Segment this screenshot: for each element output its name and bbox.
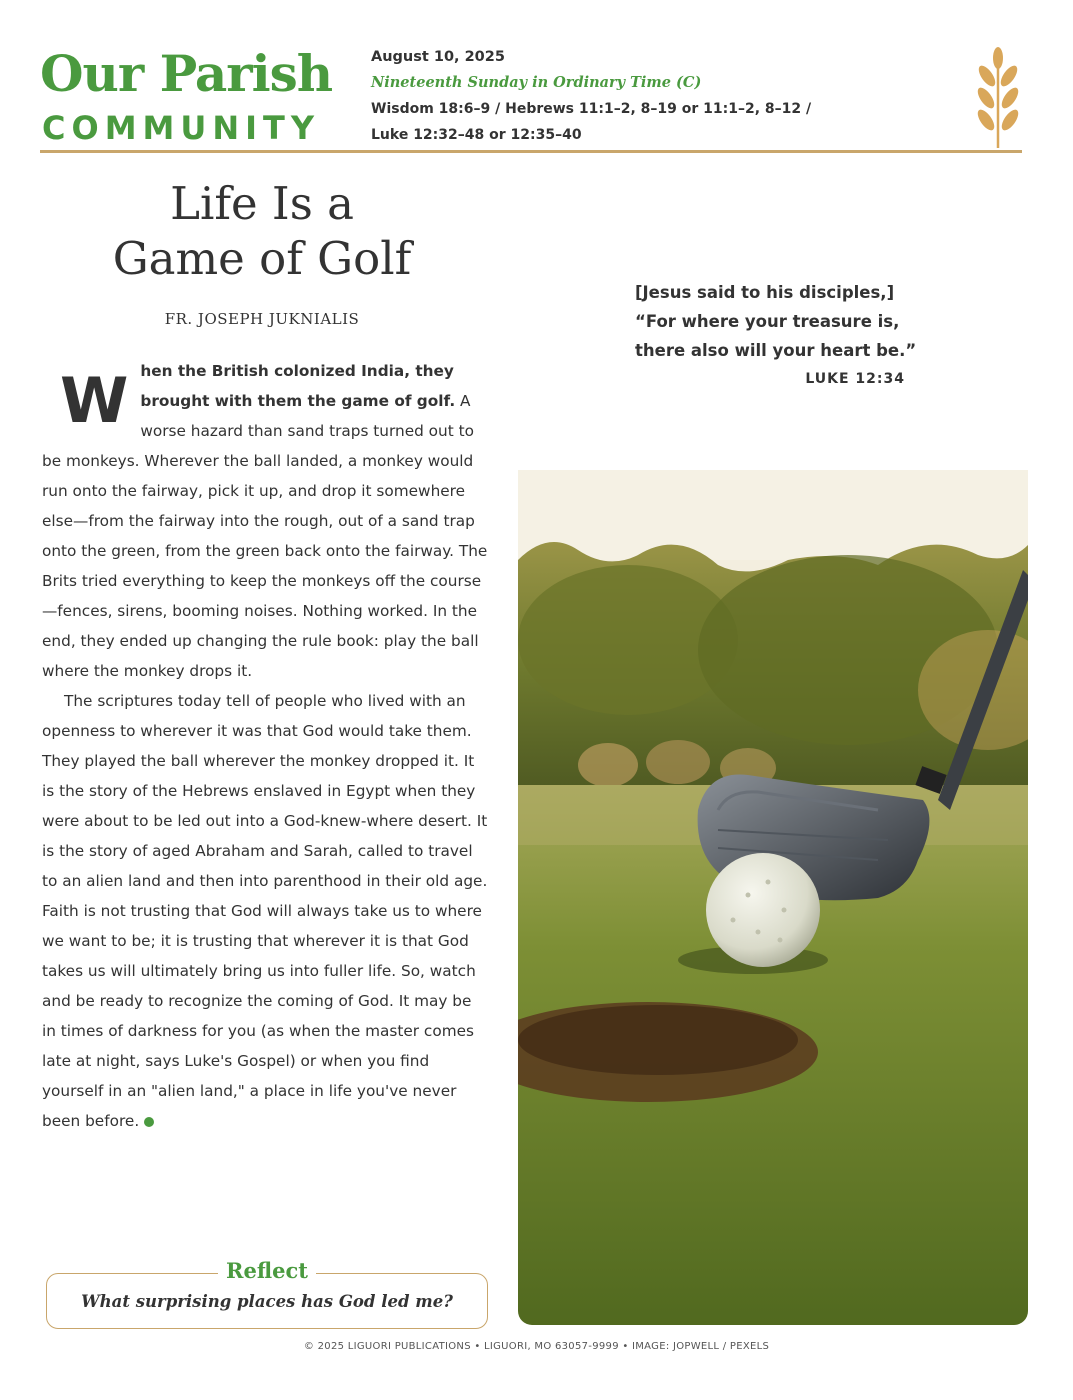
header-rule (40, 150, 1022, 153)
byline: FR. JOSEPH JUKNIALIS (164, 310, 360, 328)
quote-reference: LUKE 12:34 (805, 371, 905, 387)
article-title-line-2: Game of Golf (112, 232, 412, 285)
article-paragraph-2 (42, 686, 488, 1136)
quote-line-3: there also will your heart be.” (635, 341, 917, 360)
masthead-subtitle: COMMUNITY (42, 109, 321, 147)
issue-info (371, 44, 931, 148)
reflect-question: What surprising places has God led me? (81, 1292, 453, 1311)
wheat-icon (968, 44, 1028, 150)
quote-line-2: “For where your treasure is, (635, 312, 900, 331)
article-title (42, 176, 482, 286)
reflect-label: Reflect (218, 1258, 316, 1283)
reflect-box (46, 1258, 488, 1329)
liturgical-sunday: Nineteenth Sunday in Ordinary Time (C) (371, 74, 702, 91)
article-lead: hen the British colonized India, they brought with them the game of golf. (140, 362, 456, 410)
readings-line-1: Wisdom 18:6–9 / Hebrews 11:1–2, 8–19 or 11:1–2, 8–12 / (371, 101, 812, 117)
quote-line-1: [Jesus said to his disciples,] (635, 283, 895, 302)
article-body (42, 356, 488, 1136)
issue-date: August 10, 2025 (371, 49, 505, 65)
scripture-quote (635, 278, 925, 387)
drop-cap: W (60, 364, 129, 437)
article-paragraph-2-text: The scriptures today tell of people who lived with an openness to wherever it was that God would take them. They played the ball wherever the monkey dropped it. It is the story of the Hebrews enslaved in Egypt when they were about to be led out into a God-knew-where desert. It is the story of aged Abraham and Sarah, called to travel to an alien land and then into parenthood in their old age. Faith is not trusting that God will always take us to where we want to be; it is trusting that wherever it is that God takes us will ultimately bring us into fuller life. So, watch and be ready to recognize the coming of God. It may be in times of darkness for you (as when the master comes late at night, says Luke's Gospel) or when you find yourself in an "alien land," a place in life you've never been before. (42, 692, 488, 1130)
article-paragraph-1-text: A worse hazard than sand traps turned out to be monkeys. Wherever the ball landed, a monkey would run onto the fairway, pick it up, and drop it somewhere else—from the fairway into the rough, out of a sand trap onto the green, from the green back onto the fairway. The Brits tried everything to keep the monkeys off the course—fences, sirens, booming noises. Nothing worked. In the end, they ended up changing the rule book: play the ball where the monkey drops it. (42, 392, 488, 680)
end-mark-icon (144, 1117, 154, 1127)
article-paragraph-1 (42, 356, 488, 686)
article-title-line-1: Life Is a (170, 177, 354, 230)
footer-credit: © 2025 LIGUORI PUBLICATIONS • LIGUORI, MO 63057-9999 • IMAGE: JOPWELL / PEXELS (303, 1341, 770, 1352)
masthead-title: Our Parish (40, 44, 333, 103)
readings-line-2: Luke 12:32–48 or 12:35–40 (371, 127, 582, 143)
